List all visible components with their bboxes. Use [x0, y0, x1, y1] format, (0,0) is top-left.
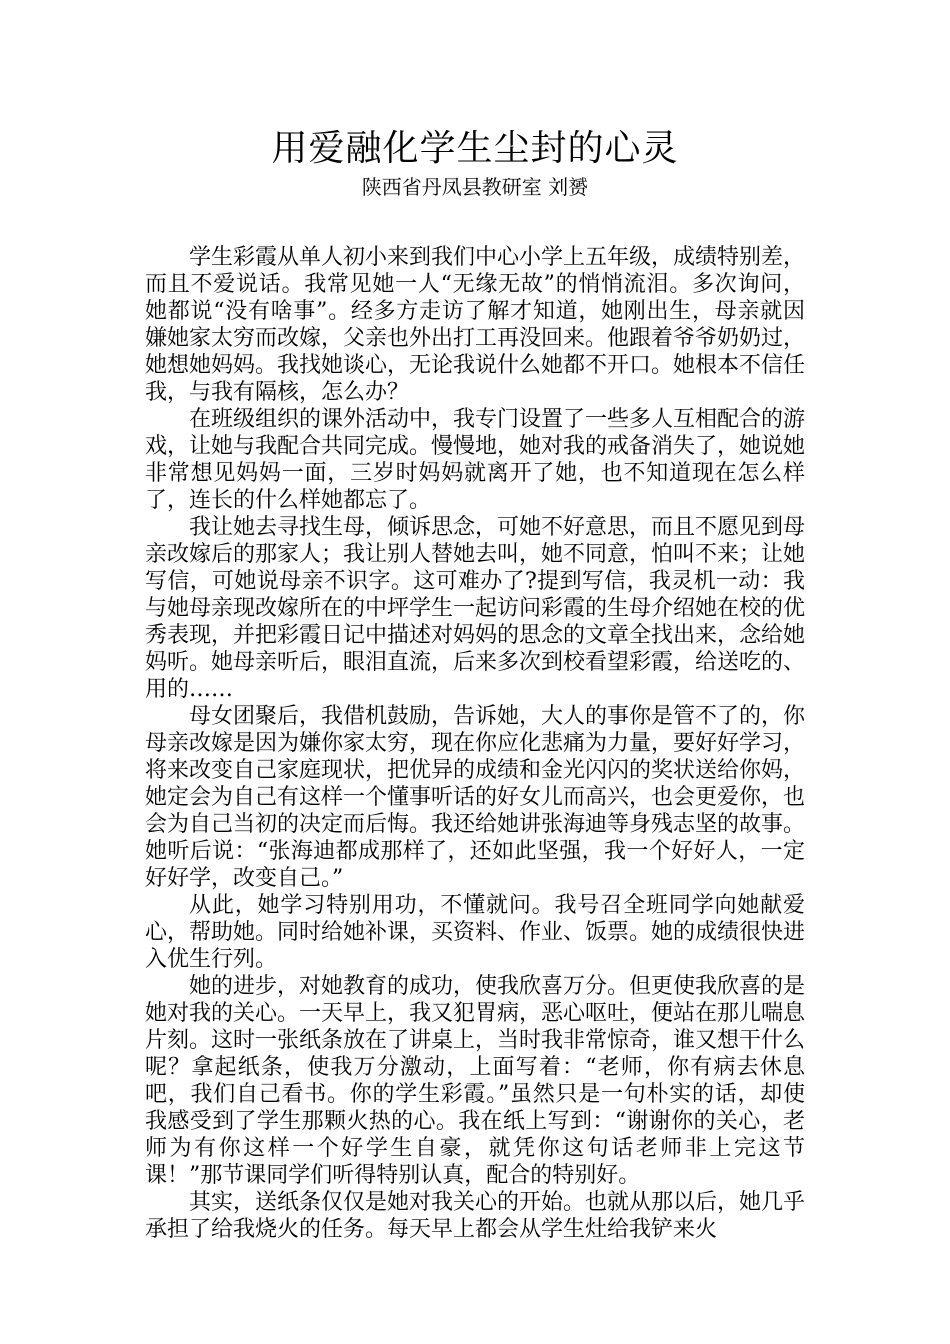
paragraph: 我让她去寻找生母，倾诉思念，可她不好意思，而且不愿见到母亲改嫁后的那家人；我让别人替她去叫，她不同意，怕叫不来；让她写信，可她说母亲不识字。这可难办了?提到写信，我灵机一动：我与她母亲现改嫁所在的中坪学生一起访问彩霞的生母介绍她在校的优秀表现，并把彩霞日记中描述对妈妈的思念的文章全找出来，念给她妈听。她母亲听后，眼泪直流，后来多次到校看望彩霞，给送吃的、用的……	[145, 515, 806, 702]
paragraph: 在班级组织的课外活动中，我专门设置了一些多人互相配合的游戏，让她与我配合共同完成。慢慢地，她对我的戒备消失了，她说她非常想见妈妈一面，三岁时妈妈就离开了她，也不知道现在怎么样了，连长的什么样她都忘了。	[145, 407, 806, 513]
paragraph: 母女团聚后，我借机鼓励，告诉她，大人的事你是管不了的，你母亲改嫁是因为嫌你家太穷，现在你应化悲痛为力量，要好好学习，将来改变自己家庭现状，把优异的成绩和金光闪闪的奖状送给你妈，她定会为自己有这样一个懂事听话的好女儿而高兴，也会更爱你，也会为自己当初的决定而后悔。我还给她讲张海迪等身残志坚的故事。她听后说：“张海迪都成那样了，还如此坚强，我一个好好人，一定好好学，改变自己。”	[145, 704, 806, 891]
paragraph: 其实，送纸条仅仅是她对我关心的开始。也就从那以后，她几乎承担了给我烧火的任务。每天早上都会从学生灶给我铲来火	[145, 1190, 806, 1242]
article-body	[145, 244, 805, 1243]
author-line: 陕西省丹凤县教研室 刘赟	[361, 175, 589, 199]
paragraph: 她的进步，对她教育的成功，使我欣喜万分。但更使我欣喜的是她对我的关心。一天早上，我又犯胃病，恶心呕吐，便站在那儿喘息片刻。这时一张纸条放在了讲桌上，当时我非常惊奇，谁又想干什么呢？拿起纸条，使我万分激动，上面写着：“老师，你有病去休息吧，我们自己看书。你的学生彩霞。”虽然只是一句朴实的话，却使我感受到了学生那颗火热的心。我在纸上写到：“谢谢你的关心，老师为有你这样一个好学生自豪，就凭你这句话老师非上完这节课！”那节课同学们听得特别认真，配合的特别好。	[145, 974, 806, 1188]
paragraph: 学生彩霞从单人初小来到我们中心小学上五年级，成绩特别差，而且不爱说话。我常见她一人“无缘无故”的悄悄流泪。多次询问，她都说“没有啥事”。经多方走访了解才知道，她刚出生，母亲就因嫌她家太穷而改嫁，父亲也外出打工再没回来。他跟着爷爷奶奶过，她想她妈妈。我找她谈心，无论我说什么她都不开口。她根本不信任我，与我有隔核，怎么办？	[145, 245, 806, 405]
document-title: 用爱融化学生尘封的心灵	[271, 128, 679, 169]
paragraph: 从此，她学习特别用功，不懂就问。我号召全班同学向她献爱心，帮助她。同时给她补课，买资料、作业、饭票。她的成绩很快进入优生行列。	[145, 893, 806, 972]
